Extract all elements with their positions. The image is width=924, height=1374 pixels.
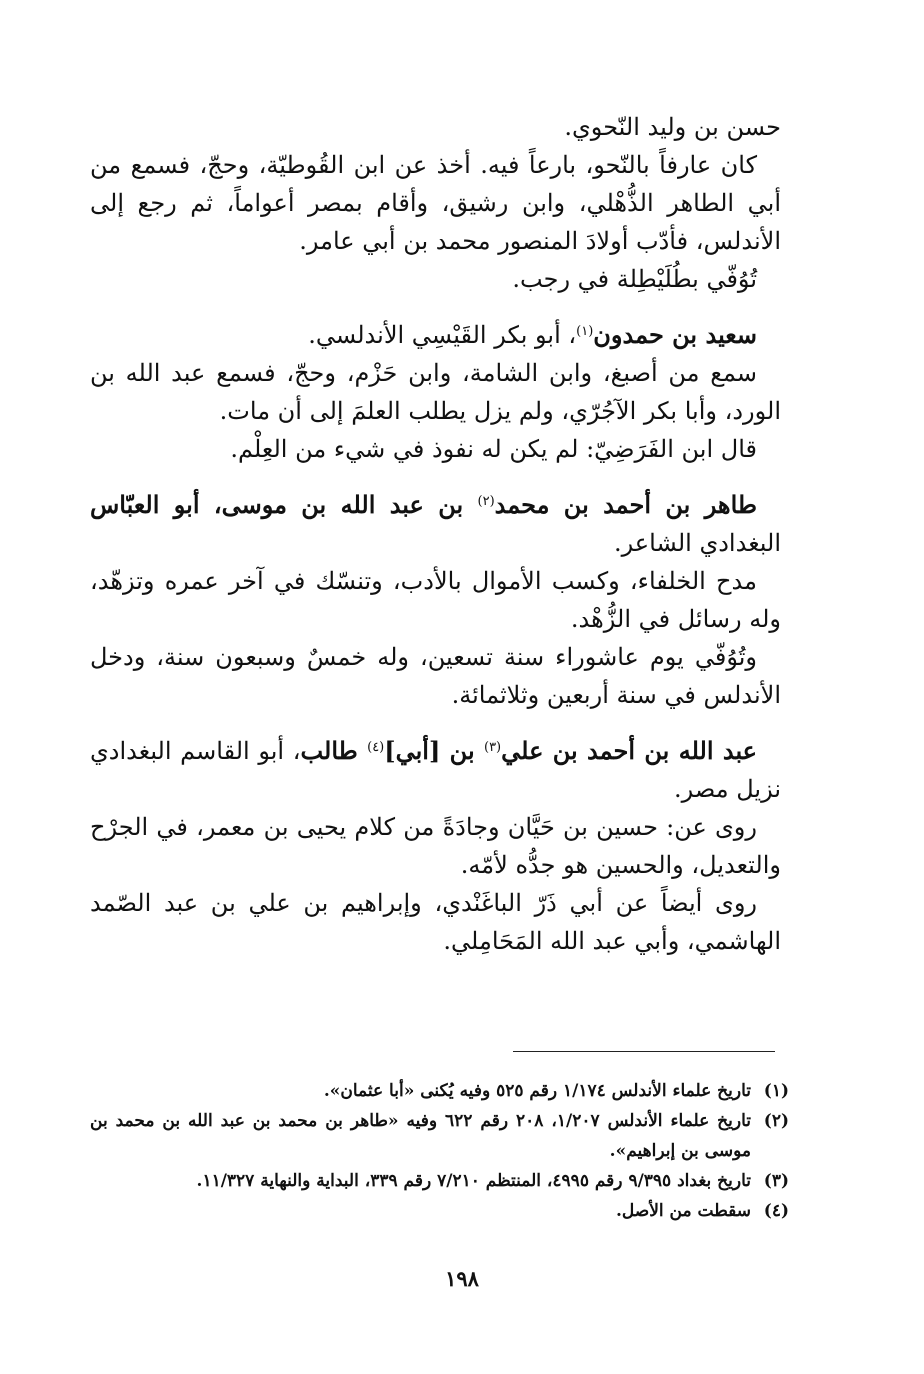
entry-description: ، أبو بكر القَيْسِي الأندلسي. [308,321,577,349]
footnote-text: تاريخ علماء الأندلس ١/١٧٤ رقم ٥٢٥ وفيه يُكنى «أبا عثمان». [323,1081,751,1101]
footnote [90,1166,789,1196]
entry-name-continued: بن [أبي] [384,736,484,765]
footnote-ref: (٢) [477,494,495,509]
paragraph: تُوُفّي بطُلَيْطِلة في رجب. [512,265,757,293]
paragraph: وتُوُفّي يوم عاشوراء سنة تسعين، وله خمسٌ وسبعون سنة، ودخل الأندلس في سنة أربعين وثلاثمائة. [90,643,781,709]
footnote-number: (٤) [763,1201,789,1221]
paragraph: روى عن: حسين بن حَيَّان وجادَةً من كلام يحيى بن معمر، في الجرْح والتعديل، والحسين هو جدُّه لأمّه. [90,813,781,879]
footnote-ref: (٣) [483,740,502,755]
entry-description: البغدادي الشاعر. [613,529,781,557]
main-text [90,108,781,960]
footnote [90,1076,789,1106]
footnotes [90,1076,789,1226]
paragraph: قال ابن الفَرَضِيّ: لم يكن له نفوذ في شيء من العِلْم. [230,435,757,463]
footnote-number: (٣) [763,1171,789,1191]
entry-name-continued: طالب [300,736,368,765]
entry-heading [90,732,781,808]
paragraph: روى أيضاً عن أبي ذَرّ الباغَنْدي، وإبراهيم بن علي بن عبد الصّمد الهاشمي، وأبي عبد الله المَحَامِلي. [90,889,781,955]
paragraph: كان عارفاً بالنّحو، بارعاً فيه. أخذ عن ابن القُوطيّة، وحجّ، فسمع من أبي الطاهر الذُّهْلي، وابن رشيق، وأقام بمصر أعواماً، ثم رجع إلى الأندلس، فأدّب أولادَ المنصور محمد بن أبي عامر. [90,151,781,255]
entry-name: سعيد بن حمدون [593,320,757,349]
footnote-text: تاريخ بغداد ٩/٣٩٥ رقم ٤٩٩٥، المنتظم ٧/٢١٠ رقم ٣٣٩، البداية والنهاية ١١/٣٢٧. [196,1171,751,1191]
footnote-ref: (٤) [367,740,385,755]
footnote [90,1106,789,1166]
footnote-divider [513,1051,775,1052]
entry-description: ، أبو القاسم البغدادي نزيل مصر. [90,737,781,803]
entry-name: عبد الله بن أحمد بن علي [501,736,758,765]
footnote-text: سقطت من الأصل. [615,1201,751,1221]
entry-name-continued: بن عبد الله بن موسى، أبو العبّاس [90,490,478,519]
paragraph: مدح الخلفاء، وكسب الأموال بالأدب، وتنسّك في آخر عمره وتزهّد، وله رسائل في الزُّهْد. [90,567,781,633]
page-number: ١٩٨ [445,1266,479,1291]
paragraph: سمع من أصبغ، وابن الشامة، وابن حَزْم، وحجّ، فسمع عبد الله بن الورد، وأبا بكر الآجُرّي، ولم يزل يطلب العلمَ إلى أن مات. [90,359,781,425]
entry-heading [90,316,781,354]
footnote-ref: (١) [576,324,594,339]
footnote [90,1196,789,1226]
paragraph: حسن بن وليد النّحوي. [564,113,781,141]
footnote-text: تاريخ علماء الأندلس ١/٢٠٧، ٢٠٨ رقم ٦٢٢ وفيه «طاهر بن محمد بن عبد الله بن محمد بن موسى بن إبراهيم». [90,1111,752,1161]
entry-heading [90,486,781,562]
footnote-number: (١) [763,1081,789,1101]
entry-name: طاهر بن أحمد بن محمد [494,490,758,519]
footnote-number: (٢) [763,1111,789,1131]
